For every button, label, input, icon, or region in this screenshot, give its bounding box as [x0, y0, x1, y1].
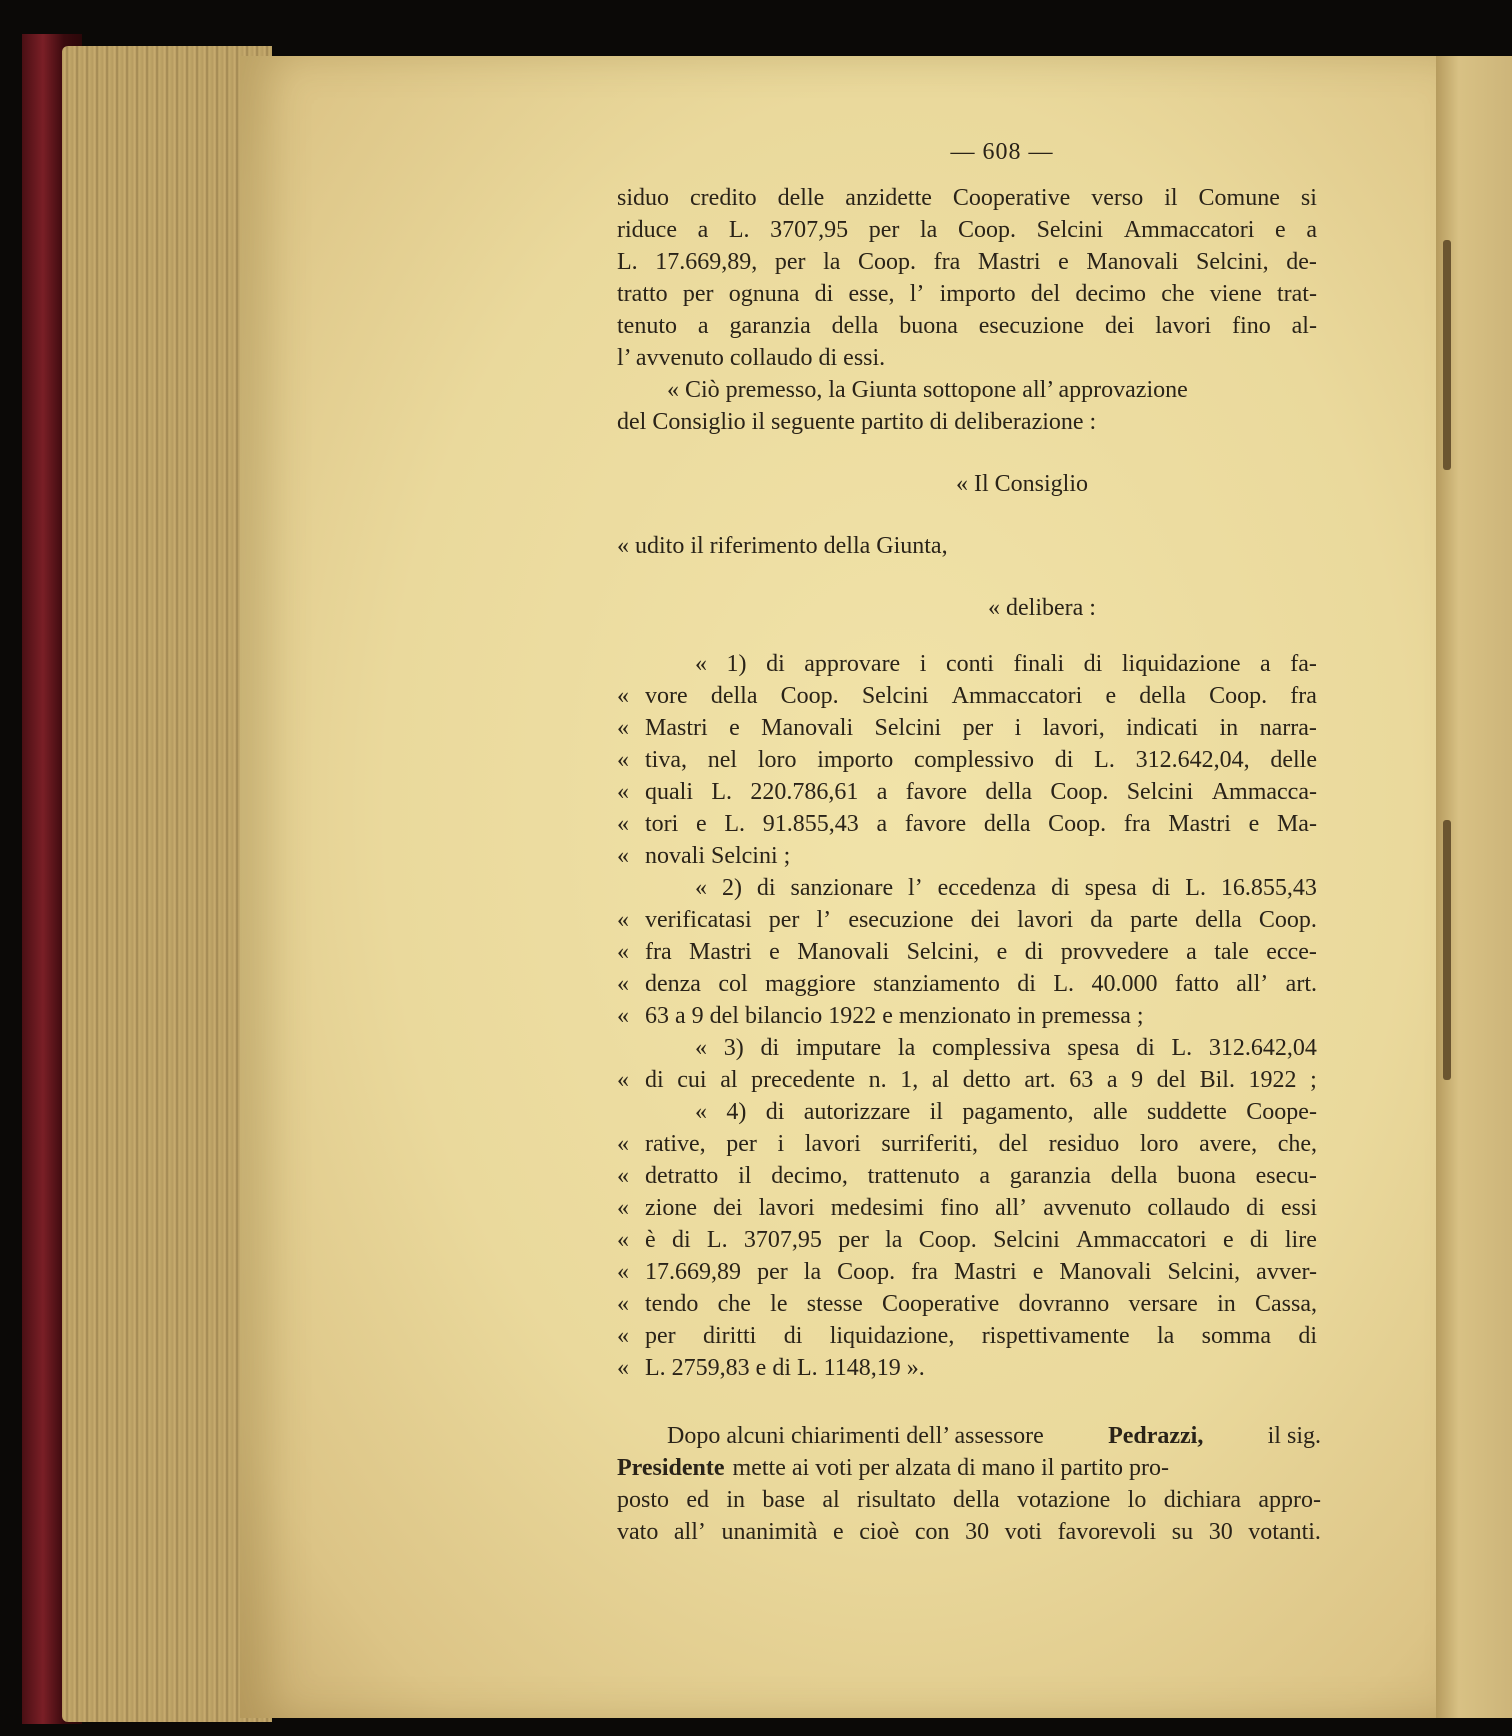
- text-line: di cui al precedente n. 1, al detto art. 63 a 9 del Bil. 1922 ;: [645, 1067, 1317, 1093]
- binding-stitch: [1443, 240, 1451, 470]
- text-line: L. 17.669,89, per la Coop. fra Mastri e Manovali Selcini, de-: [617, 249, 1317, 275]
- text-line: L. 2759,83 e di L. 1148,19 ».: [645, 1355, 925, 1381]
- quote-mark: «: [617, 747, 629, 773]
- paragraph-2: [617, 374, 1317, 438]
- text-line: tenuto a garanzia della buona esecuzione dei lavori fino al-: [617, 313, 1317, 339]
- quote-mark: «: [617, 1259, 629, 1285]
- quote-mark: «: [617, 1227, 629, 1253]
- text-line: zione dei lavori medesimi fino all’ avvenuto collaudo di essi: [645, 1195, 1317, 1221]
- text-line: riduce a L. 3707,95 per la Coop. Selcini Ammaccatori e a: [617, 217, 1317, 243]
- quote-mark: «: [617, 779, 629, 805]
- closing-text: mette ai voti per alzata di mano il partito pro-: [732, 1455, 1170, 1481]
- quote-mark: «: [617, 971, 629, 997]
- quote-mark: «: [617, 683, 629, 709]
- text-line: « 3) di imputare la complessiva spesa di L. 312.642,04: [695, 1035, 1317, 1061]
- page-text: [617, 136, 1321, 1548]
- text-line: rative, per i lavori surriferiti, del residuo loro avere, che,: [645, 1131, 1317, 1157]
- quote-mark: «: [617, 715, 629, 741]
- text-line: del Consiglio il seguente partito di deliberazione :: [617, 409, 1097, 435]
- closing-text: Dopo alcuni chiarimenti dell’ assessore: [667, 1423, 1044, 1449]
- text-line: l’ avvenuto collaudo di essi.: [617, 345, 886, 371]
- deliberation-item-1: [617, 648, 1317, 872]
- closing-text: il sig.: [1267, 1423, 1321, 1449]
- text-line: vore della Coop. Selcini Ammaccatori e della Coop. fra: [645, 683, 1317, 709]
- text-line: [617, 1420, 1321, 1452]
- delibera-heading: « delibera :: [988, 595, 1096, 621]
- text-line: « Ciò premesso, la Giunta sottopone all’ approvazione: [667, 377, 1188, 403]
- text-line: [617, 1452, 1321, 1484]
- quote-mark: «: [617, 1291, 629, 1317]
- text-line: denza col maggiore stanziamento di L. 40.000 fatto all’ art.: [645, 971, 1317, 997]
- quote-mark: «: [617, 1003, 629, 1029]
- closing-paragraph: [617, 1420, 1321, 1548]
- quote-mark: «: [617, 1067, 629, 1093]
- quote-mark: «: [617, 1355, 629, 1381]
- quote-mark: «: [617, 1195, 629, 1221]
- text-line: tiva, nel loro importo complessivo di L. 312.642,04, delle: [645, 747, 1317, 773]
- text-line: fra Mastri e Manovali Selcini, e di provvedere a tale ecce-: [645, 939, 1317, 965]
- consiglio-heading: « Il Consiglio: [955, 471, 1088, 497]
- paragraph-1: [617, 182, 1317, 374]
- quote-mark: «: [617, 843, 629, 869]
- text-line: detratto il decimo, trattenuto a garanzia della buona esecu-: [645, 1163, 1317, 1189]
- text-line: Mastri e Manovali Selcini per i lavori, indicati in narra-: [645, 715, 1317, 741]
- quote-mark: «: [617, 907, 629, 933]
- quote-mark: «: [617, 1323, 629, 1349]
- deliberation-item-4: [617, 1096, 1317, 1384]
- text-line: « 1) di approvare i conti finali di liquidazione a fa-: [695, 651, 1317, 677]
- binding-stitch: [1443, 820, 1451, 1080]
- quote-mark: «: [617, 811, 629, 837]
- text-line: tratto per ognuna di esse, l’ importo del decimo che viene trat-: [617, 281, 1317, 307]
- text-line: novali Selcini ;: [645, 843, 791, 869]
- quote-mark: «: [617, 1163, 629, 1189]
- text-line: tendo che le stesse Cooperative dovranno versare in Cassa,: [645, 1291, 1317, 1317]
- text-line: verificatasi per l’ esecuzione dei lavori da parte della Coop.: [645, 907, 1317, 933]
- text-line: 17.669,89 per la Coop. fra Mastri e Manovali Selcini, avver-: [645, 1259, 1317, 1285]
- deliberation-item-3: [617, 1032, 1317, 1096]
- text-line: posto ed in base al risultato della votazione lo dichiara appro-: [617, 1487, 1321, 1513]
- deliberation-item-2: [617, 872, 1317, 1032]
- udito-line: « udito il riferimento della Giunta,: [617, 533, 948, 559]
- text-line: per diritti di liquidazione, rispettivamente la somma di: [645, 1323, 1317, 1349]
- text-line: quali L. 220.786,61 a favore della Coop. Selcini Ammacca-: [645, 779, 1317, 805]
- president-title: Presidente: [617, 1455, 725, 1481]
- text-line: vato all’ unanimità e cioè con 30 voti favorevoli su 30 votanti.: [617, 1519, 1321, 1545]
- assessor-name: Pedrazzi,: [1108, 1423, 1204, 1449]
- text-line: tori e L. 91.855,43 a favore della Coop. fra Mastri e Ma-: [645, 811, 1317, 837]
- text-line: « 2) di sanzionare l’ eccedenza di spesa di L. 16.855,43: [695, 875, 1317, 901]
- text-line: è di L. 3707,95 per la Coop. Selcini Ammaccatori e di lire: [645, 1227, 1317, 1253]
- text-line: siduo credito delle anzidette Cooperative verso il Comune si: [617, 185, 1317, 211]
- quote-mark: «: [617, 939, 629, 965]
- text-line: 63 a 9 del bilancio 1922 e menzionato in premessa ;: [645, 1003, 1144, 1029]
- page-number: — 608 —: [950, 139, 1054, 165]
- quote-mark: «: [617, 1131, 629, 1157]
- text-line: « 4) di autorizzare il pagamento, alle suddette Coope-: [695, 1099, 1317, 1125]
